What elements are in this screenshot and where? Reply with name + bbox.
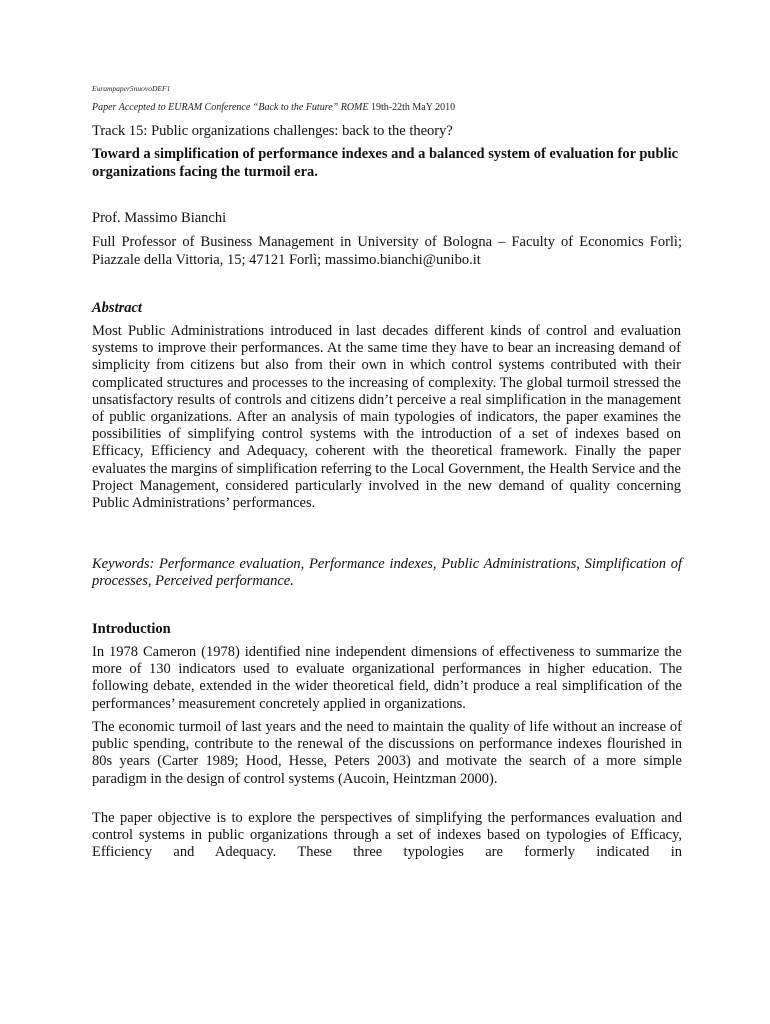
introduction-heading: Introduction — [92, 621, 171, 637]
author-name: Prof. Massimo Bianchi — [92, 210, 227, 226]
author-affiliation: Full Professor of Business Management in University of Bologna – Faculty of Economics Forlì; Piazzale della Vittoria, 15; 47121 Forlì; massimo.bianchi@unibo.it — [92, 234, 682, 268]
intro-paragraph-3: The paper objective is to explore the perspectives of simplifying the performances evaluation and control systems in public organizations through a set of indexes based on typologies of Efficacy, Efficiency and Adequacy. These three typologies are formerly indicated in — [92, 810, 682, 861]
intro-paragraph-1: In 1978 Cameron (1978) identified nine independent dimensions of effectiveness to summarize the more of 130 indicators used to evaluate organizational performances in higher education. The following debate, extended in the wider theoretical field, didn’t produce a real simplification of the performances’ measurement concretely applied in organizations. — [92, 644, 682, 712]
abstract-text: Most Public Administrations introduced in last decades different kinds of control and evaluation systems to improve their performances. At the same time they have to bear an increasing demand of simplicity from citizens but also from their own in which control systems contributed with their complicated structures and processes to the increasing of complexity. The global turmoil stressed the unsatisfactory results of controls and citizens didn’t perceive a real simplification in the management of public organizations. After an analysis of main typologies of indicators, the paper examines the possibilities of simplifying control systems with the introduction of a set of indexes based on Efficacy, Efficiency and Adequacy, coherent with the theoretical framework. Finally the paper evaluates the margins of simplification referring to the Local Government, the Health Service and the Project Management, considered particularly involved in the new demand of quality concerning Public Administrations’ performances. — [92, 323, 681, 512]
conference-acceptance-text: Paper Accepted to EURAM Conference “Back to the Future” ROME — [92, 102, 369, 113]
abstract-heading: Abstract — [92, 300, 142, 316]
conference-dates: 19th-22th MaY 2010 — [368, 102, 456, 113]
track-label: Track 15: Public organizations challenges: back to the theory? — [92, 123, 453, 139]
intro-paragraph-2: The economic turmoil of last years and the need to maintain the quality of life without an increase of public spending, contribute to the renewal of the discussions on performance indexes flourished in 80s years (Carter 1989; Hood, Hesse, Peters 2003) and motivate the search of a more simple paradigm in the design of control systems (Aucoin, Heintzman 2000). — [92, 719, 682, 787]
conference-acceptance-line — [92, 101, 680, 114]
keywords: Keywords: Performance evaluation, Performance indexes, Public Administrations, Simplification of processes, Perceived performance. — [92, 556, 682, 590]
paper-title: Toward a simplification of performance indexes and a balanced system of evaluation for public organizations facing the turmoil era. — [92, 146, 679, 180]
file-name-label: Eurampaper5nuovoDEF1 — [92, 84, 171, 93]
